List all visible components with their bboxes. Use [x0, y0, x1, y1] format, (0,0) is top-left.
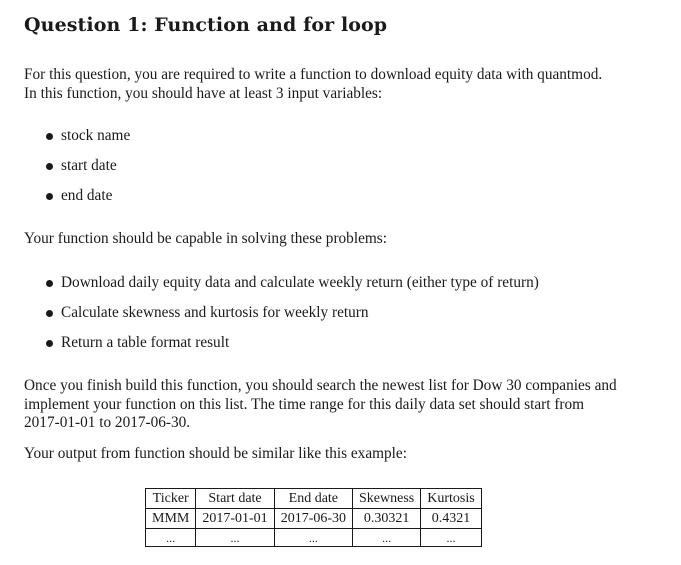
instructions-line-1: Once you finish build this function, you should search the newest list for Dow 30 companies and: [24, 377, 617, 394]
instructions-paragraph: [24, 377, 617, 433]
table-cell: ...: [421, 529, 481, 547]
list-item: [44, 274, 539, 304]
bullet-icon: [46, 163, 53, 170]
output-paragraph: Your output from function should be similar like this example:: [24, 445, 407, 462]
table-cell: ...: [196, 529, 274, 547]
table-cell: ...: [146, 529, 196, 547]
list-item: [44, 127, 130, 157]
instructions-line-2: implement your function on this list. The time range for this daily data set should start from: [24, 395, 585, 413]
list-item-text: Return a table format result: [61, 334, 230, 351]
list-item-text: end date: [61, 187, 113, 204]
table-cell: 0.4321: [421, 509, 481, 529]
bullet-icon: [46, 193, 53, 200]
table-header-row: [146, 489, 482, 509]
instructions-line-3: 2017-01-01 to 2017-06-30.: [24, 414, 191, 431]
table-row: [146, 509, 482, 529]
column-header-kurtosis: Kurtosis: [421, 489, 481, 509]
table-row: [146, 529, 482, 547]
list-item: [44, 304, 539, 334]
column-header-start-date: Start date: [196, 489, 274, 509]
intro-line-1: For this question, you are required to write a function to download equity data with quantmod.: [24, 66, 603, 83]
bullet-icon: [46, 340, 53, 347]
column-header-skewness: Skewness: [353, 489, 421, 509]
table-cell: ...: [274, 529, 352, 547]
input-variables-list: [44, 127, 130, 217]
capability-paragraph: Your function should be capable in solving these problems:: [24, 230, 387, 247]
table-cell: 2017-06-30: [274, 509, 352, 529]
list-item: [44, 187, 130, 217]
problems-list: [44, 274, 539, 364]
example-output-table: [145, 488, 482, 547]
list-item: [44, 334, 539, 364]
bullet-icon: [46, 310, 53, 317]
list-item-text: start date: [61, 157, 117, 174]
list-item-text: stock name: [61, 127, 131, 144]
list-item-text: Download daily equity data and calculate weekly return (either type of return): [61, 274, 539, 291]
table-cell: 2017-01-01: [196, 509, 274, 529]
table-cell: 0.30321: [353, 509, 421, 529]
column-header-end-date: End date: [274, 489, 352, 509]
bullet-icon: [46, 280, 53, 287]
intro-paragraph: [24, 66, 602, 103]
table-cell: ...: [353, 529, 421, 547]
question-heading: Question 1: Function and for loop: [24, 14, 388, 36]
intro-line-2: In this function, you should have at least 3 input variables:: [24, 84, 383, 102]
bullet-icon: [46, 133, 53, 140]
column-header-ticker: Ticker: [146, 489, 196, 509]
table-cell: MMM: [146, 509, 196, 529]
list-item: [44, 157, 130, 187]
list-item-text: Calculate skewness and kurtosis for weekly return: [61, 304, 369, 321]
